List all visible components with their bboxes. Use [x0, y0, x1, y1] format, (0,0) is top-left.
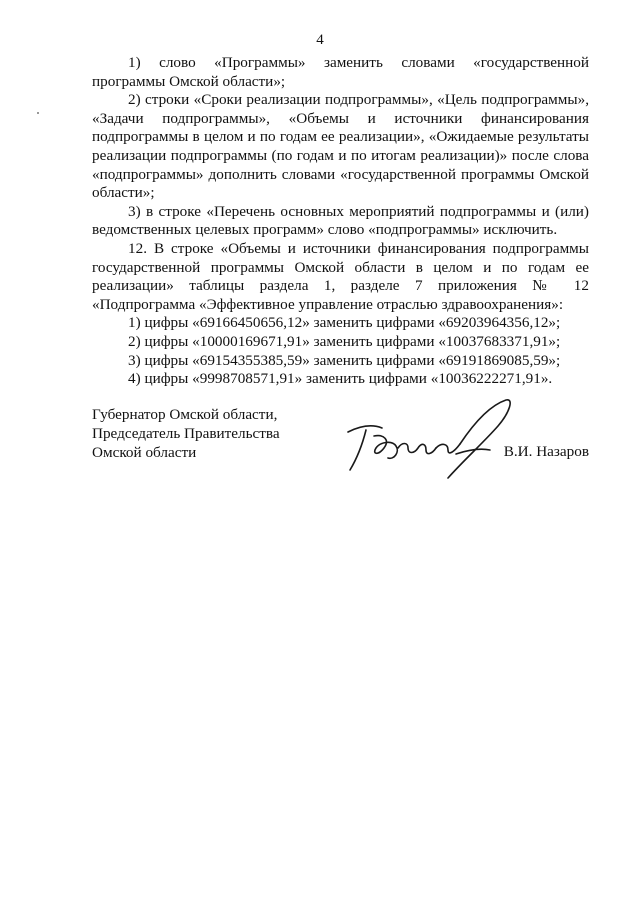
signatory-title-line-1: Губернатор Омской области,: [92, 406, 278, 423]
signatory-title-line-2: Председатель Правительства: [92, 424, 280, 442]
handwritten-signature: [338, 390, 518, 490]
paragraph-item-2: 2) строки «Сроки реализации подпрограммы», «Цель подпрограммы», «Задачи подпрограммы», «Объемы и источники финансирования подпрограммы в целом и по годам ее реализации», «Ожидаемые результаты реализации подпрограммы (по годам и по итогам реализации)» после слова «подпрограммы» дополнить словами «государственной программы Омской области»;: [92, 91, 589, 202]
paragraph-item-12: 12. В строке «Объемы и источники финансирования подпрограммы государственной программы Омской области в целом и по годам ее реализации» таблицы раздела 1, разделе 7 приложения № 12 «Подпрограмма «Эффективное управление отраслью здравоохранения»:: [92, 239, 589, 313]
digits-item-4: 4) цифры «9998708571,91» заменить цифрами «10036222271,91».: [128, 370, 553, 388]
signatory-name: В.И. Назаров: [503, 443, 589, 460]
page-number: 4: [316, 32, 324, 48]
digits-item-1: 1) цифры «69166450656,12» заменить цифрами «69203964356,12»;: [128, 314, 561, 332]
document-body: [92, 54, 589, 389]
paragraph-item-3: 3) в строке «Перечень основных мероприятий подпрограммы и (или) ведомственных целевых программ» слово «подпрограммы» исключить.: [92, 202, 589, 239]
scan-speck: [37, 112, 39, 114]
signatory-title-line-3: Омской области: [92, 443, 197, 461]
signatory-title: [92, 406, 280, 462]
paragraph-item-1: 1) слово «Программы» заменить словами «государственной программы Омской области»;: [92, 54, 589, 90]
digits-item-3: 3) цифры «69154355385,59» заменить цифрами «69191869085,59»;: [128, 351, 561, 369]
digits-item-2: 2) цифры «10000169671,91» заменить цифрами «10037683371,91»;: [128, 332, 561, 350]
